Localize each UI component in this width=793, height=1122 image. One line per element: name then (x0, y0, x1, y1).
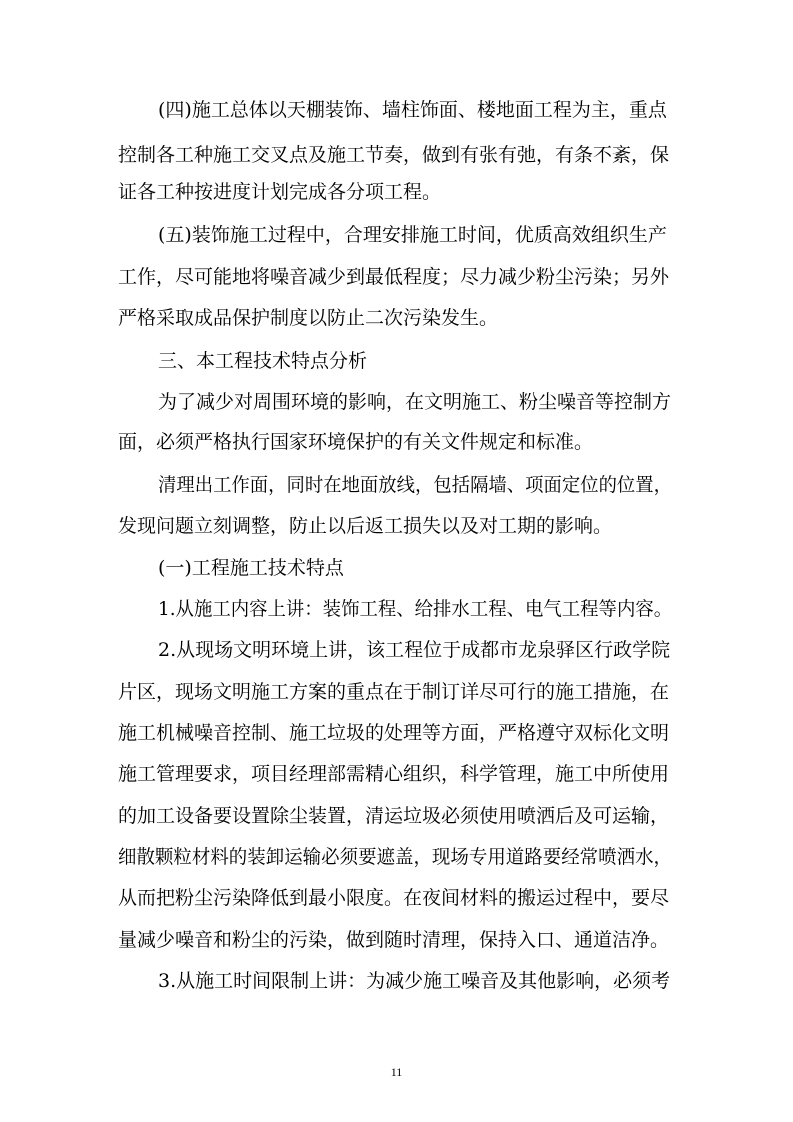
text-line: 工作，尽可能地将噪音减少到最低程度；尽力减少粉尘污染；另外 (118, 266, 670, 288)
text-line: 为了减少对周围环境的影响，在文明施工、粉尘噪音等控制方 (158, 391, 672, 413)
page-number: 11 (390, 1065, 403, 1079)
subsection-heading: (一)工程施工技术特点 (158, 557, 344, 579)
text-line: 施工机械噪音控制、施工垃圾的处理等方面，严格遵守双标化文明 (118, 722, 670, 744)
text-line: 细散颗粒材料的装卸运输必须要遮盖，现场专用道路要经常喷洒水， (118, 846, 673, 868)
text-line: 清理出工作面，同时在地面放线，包括隔墙、项面定位的位置， (158, 474, 673, 496)
text-line: 1.从施工内容上讲：装饰工程、给排水工程、电气工程等内容。 (158, 598, 673, 620)
text-line: 面，必须严格执行国家环境保护的有关文件规定和标准。 (118, 431, 594, 453)
text-line: 发现问题立刻调整，防止以后返工损失以及对工期的影响。 (118, 515, 613, 537)
text-line: 3.从施工时间限制上讲：为减少施工噪音及其他影响，必须考 (158, 970, 671, 992)
section-heading: 三、本工程技术特点分析 (158, 350, 368, 372)
text-line: 从而把粉尘污染降低到最小限度。在夜间材料的搬运过程中，要尽 (118, 887, 670, 909)
text-line: 量减少噪音和粉尘的污染，做到随时清理，保持入口、通道洁净。 (118, 929, 670, 951)
text-line: 施工管理要求，项目经理部需精心组织，科学管理，施工中所使用 (118, 763, 670, 785)
text-line: 控制各工种施工交叉点及施工节奏，做到有张有弛，有条不紊，保 (118, 144, 670, 166)
text-line: 严格采取成品保护制度以防止二次污染发生。 (118, 307, 499, 329)
text-line: 证各工种按进度计划完成各分项工程。 (118, 181, 442, 203)
text-line: 的加工设备要设置除尘装置，清运垃圾必须使用喷洒后及可运输， (118, 805, 670, 827)
text-line: 2.从现场文明环境上讲，该工程位于成都市龙泉驿区行政学院 (158, 639, 671, 661)
text-line: (五)装饰施工过程中，合理安排施工时间，优质高效组织生产 (158, 224, 667, 246)
text-line: (四)施工总体以天棚装饰、墙柱饰面、楼地面工程为主，重点 (158, 99, 667, 121)
text-line: 片区，现场文明施工方案的重点在于制订详尽可行的施工措施，在 (118, 681, 670, 703)
